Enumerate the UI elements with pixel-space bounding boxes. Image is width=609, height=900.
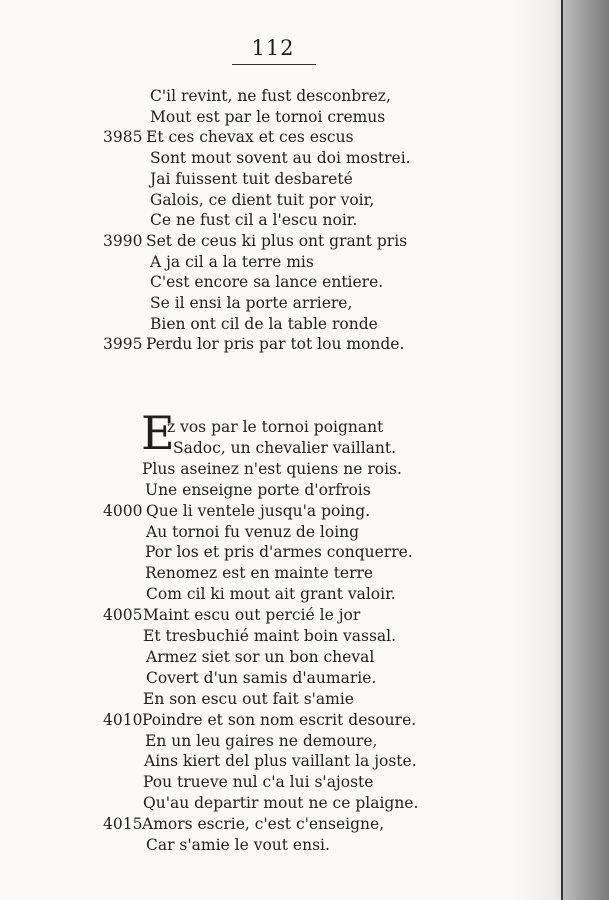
- verse-number: 4010: [103, 710, 143, 729]
- verse-line: Que li ventele jusqu'a poing.: [146, 501, 371, 520]
- drop-cap-initial: E: [141, 406, 175, 460]
- verse-line: Amors escrie, c'est c'enseigne,: [142, 815, 385, 834]
- verse-line: Et tresbuchié maint boin vassal.: [143, 627, 397, 645]
- verse-number: 3990: [103, 231, 143, 250]
- verse-line: Covert d'un samis d'aumarie.: [146, 668, 377, 687]
- verse-line: Perdu lor pris par tot lou monde.: [146, 335, 405, 354]
- verse-line: Armez siet sor un bon cheval: [146, 647, 375, 666]
- verse-line: Com cil ki mout ait grant valoir.: [146, 585, 396, 604]
- verse-line: Por los et pris d'armes conquerre.: [145, 543, 413, 562]
- page-edge-line: [561, 0, 563, 900]
- verse-line: A ja cil a la terre mis: [150, 252, 314, 271]
- page-number: 112: [251, 36, 295, 60]
- verse-line: En un leu gaires ne demoure,: [145, 731, 378, 750]
- verse-line: Poindre et son nom escrit desoure.: [142, 710, 417, 729]
- verse-line: Bien ont cil de la table ronde: [150, 314, 378, 333]
- verse-line: Jai fuissent tuit desbareté: [150, 169, 353, 188]
- verse-line: Au tornoi fu venuz de loing: [146, 522, 360, 541]
- verse-number: 3985: [103, 128, 143, 147]
- verse-line: Se il ensi la porte arriere,: [150, 294, 353, 312]
- verse-line: Sadoc, un chevalier vaillant.: [173, 438, 397, 457]
- verse-line: Galois, ce dient tuit por voir,: [150, 190, 375, 209]
- verse-line: C'il revint, ne fust desconbrez,: [150, 87, 391, 105]
- verse-line: En son escu out fait s'amie: [143, 689, 354, 708]
- verse-line: Car s'amie le vout ensi.: [146, 836, 330, 854]
- verse-line: Mout est par le tornoi cremus: [150, 107, 386, 126]
- verse-line: C'est encore sa lance entiere.: [150, 273, 384, 292]
- verse-line: Pou trueve nul c'a lui s'ajoste: [143, 773, 374, 792]
- verse-number: 4015: [103, 815, 143, 834]
- verse-line: Set de ceus ki plus ont grant pris: [146, 231, 408, 250]
- page-number-rule: [232, 64, 316, 65]
- verse-number: 4000: [103, 501, 143, 520]
- verse-number: 4005: [103, 606, 143, 625]
- verse-line: Ce ne fust cil a l'escu noir.: [150, 211, 358, 230]
- verse-line: Sont mout sovent au doi mostrei.: [150, 149, 411, 168]
- verse-line: Une enseigne porte d'orfrois: [145, 480, 371, 499]
- verse-line: z vos par le tornoi poignant: [167, 418, 384, 436]
- verse-line: Renomez est en mainte terre: [145, 564, 374, 583]
- verse-line: Maint escu out percié le jor: [143, 606, 361, 625]
- binding-edge: [563, 0, 609, 900]
- verse-number: 3995: [103, 335, 143, 354]
- verse-line: Et ces chevax et ces escus: [146, 128, 354, 147]
- verse-line: Ains kiert del plus vaillant la joste.: [144, 752, 417, 771]
- verse-line: Plus aseinez n'est quiens ne rois.: [142, 459, 402, 478]
- verse-line: Qu'au departir mout ne ce plaigne.: [143, 794, 419, 813]
